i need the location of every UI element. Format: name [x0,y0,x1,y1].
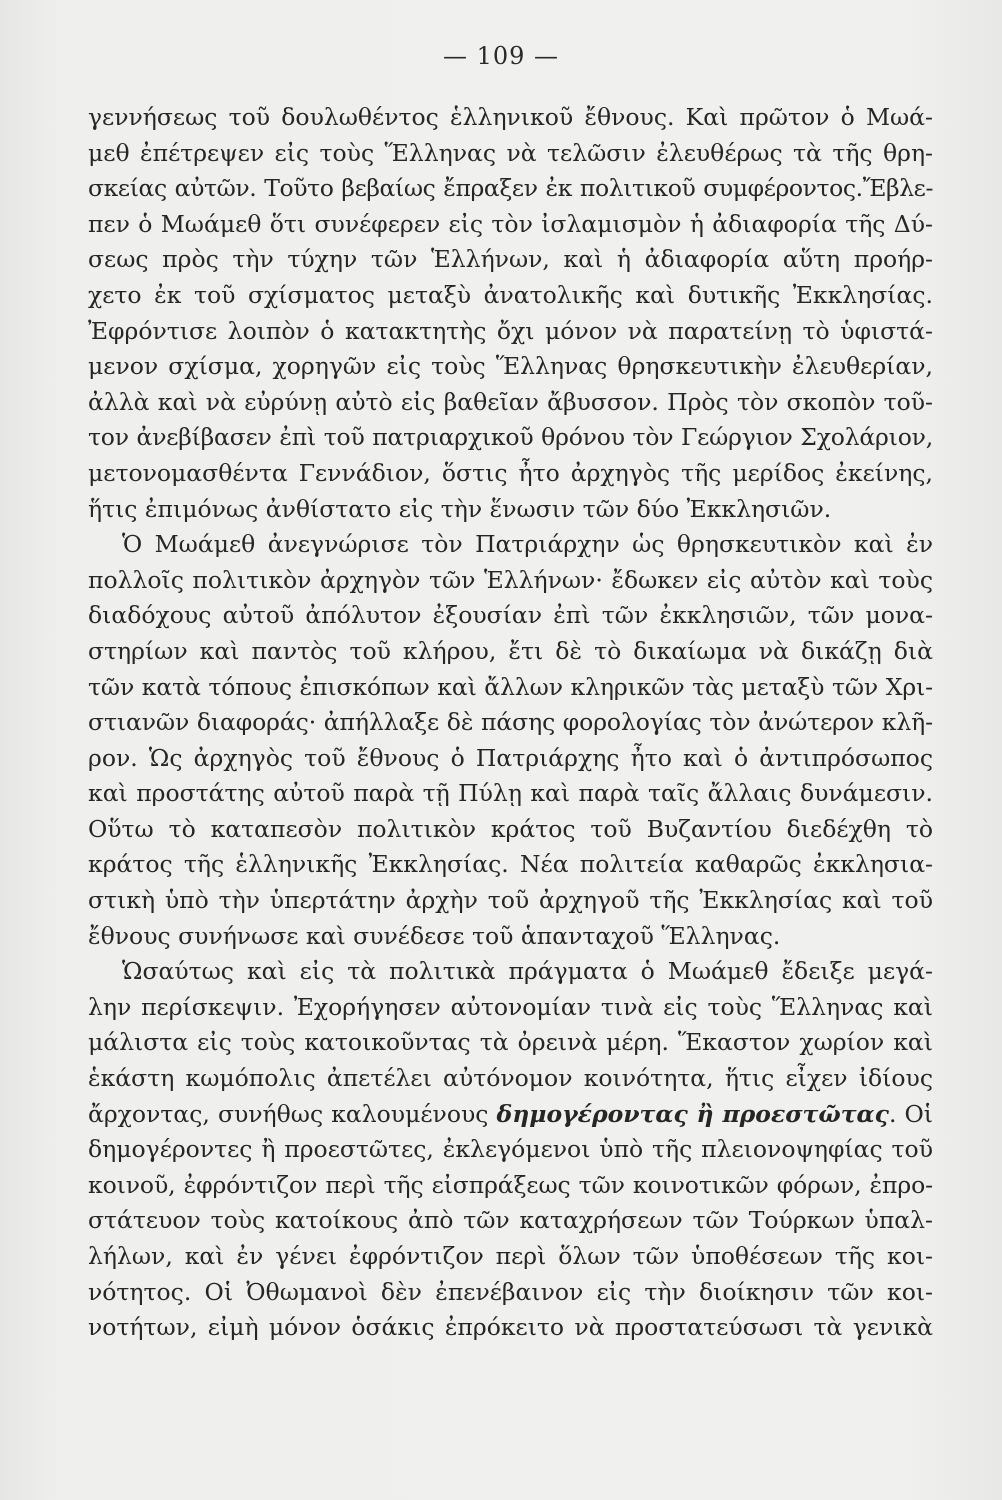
text-line: δημογέροντες ἢ προεστῶτες, ἐκλεγόμενοι ὑπὸ τῆς πλειονοψηφίας τοῦ [88,1135,933,1164]
text-line: τῶν κατὰ τόπους ἐπισκόπων καὶ ἄλλων κληρικῶν τὰς μεταξὺ τῶν Χρι- [88,672,933,701]
body-text [88,100,933,1346]
text-line: ἀλλὰ καὶ νὰ εὐρύνῃ αὐτὸ εἰς βαθεῖαν ἄβυσσον. Πρὸς τὸν σκοπὸν τοῦ- [88,387,933,416]
text-line: μετονομασθέντα Γεννάδιον, ὅστις ἦτο ἀρχηγὸς τῆς μερίδος ἐκείνης, [88,458,933,487]
text-line: Οὕτω τὸ καταπεσὸν πολιτικὸν κράτος τοῦ Βυζαντίου διεδέχθη τὸ [88,814,933,843]
text-line: λήλων, καὶ ἐν γένει ἐφρόντιζον περὶ ὅλων τῶν ὑποθέσεων τῆς κοι- [88,1242,933,1270]
line-text-before-emphasis: ἄρχοντας, συνήθως καλουμένους [88,1099,497,1128]
text-line: ἔθνους συνήνωσε καὶ συνέδεσε τοῦ ἁπανταχοῦ Ἕλληνας. [88,921,781,950]
text-line: ἑκάστη κωμόπολις ἀπετέλει αὐτόνομον κοινότητα, ἥτις εἶχεν ἰδίους [88,1064,933,1093]
text-line: νοτήτων, εἰμὴ μόνον ὁσάκις ἐπρόκειτο νὰ προστατεύσωσι τὰ γενικὰ [88,1313,933,1342]
text-line: σεως πρὸς τὴν τύχην τῶν Ἑλλήνων, καὶ ἡ ἀδιαφορία αὕτη προήρ- [88,245,933,274]
text-line: μενον σχίσμα, χορηγῶν εἰς τοὺς Ἕλληνας θρησκευτικὴν ἐλευθερίαν, [88,352,933,381]
text-line: σκείας αὐτῶν. Τοῦτο βεβαίως ἔπραξεν ἐκ πολιτικοῦ συμφέροντος.Ἔβλε- [88,174,933,203]
text-line: πεν ὁ Μωάμεθ ὅτι συνέφερεν εἰς τὸν ἰσλαμισμὸν ἡ ἀδιαφορία τῆς Δύ- [88,209,933,238]
line-text-after-emphasis: . Οἱ [888,1099,934,1128]
text-line: μεθ ἐπέτρεψεν εἰς τοὺς Ἕλληνας νὰ τελῶσιν ἐλευθέρως τὰ τῆς θρη- [88,138,933,167]
text-line: στιανῶν διαφοράς· ἀπήλλαξε δὲ πάσης φορολογίας τὸν ἀνώτερον κλῆ- [88,708,933,737]
text-line: νότητος. Οἱ Ὀθωμανοὶ δὲν ἐπενέβαινον εἰς τὴν διοίκησιν τῶν κοι- [88,1277,933,1306]
text-line: μάλιστα εἰς τοὺς κατοικοῦντας τὰ ὀρεινὰ μέρη. Ἕκαστον χωρίον καὶ [88,1028,933,1057]
text-line: στηρίων καὶ παντὸς τοῦ κλήρου, ἔτι δὲ τὸ δικαίωμα νὰ δικάζῃ διὰ [88,636,933,665]
text-line: πολλοῖς πολιτικὸν ἀρχηγὸν τῶν Ἑλλήνων· ἔδωκεν εἰς αὐτὸν καὶ τοὺς [88,565,933,594]
text-line: λην περίσκεψιν. Ἐχορήγησεν αὐτονομίαν τινὰ εἰς τοὺς Ἕλληνας καὶ [88,992,933,1021]
text-line-with-emphasis [88,1097,933,1133]
page-number: — 109 — [442,42,560,70]
text-line: κράτος τῆς ἑλληνικῆς Ἐκκλησίας. Νέα πολιτεία καθαρῶς ἐκκλησια- [88,850,933,879]
text-line: γεννήσεως τοῦ δουλωθέντος ἑλληνικοῦ ἔθνους. Καὶ πρῶτον ὁ Μωά- [88,103,933,131]
text-line: Ὁ Μωάμεθ ἀνεγνώρισε τὸν Πατριάρχην ὡς θρησκευτικὸν καὶ ἐν [122,530,933,559]
text-line: καὶ προστάτης αὐτοῦ παρὰ τῇ Πύλῃ καὶ παρὰ ταῖς ἄλλαις δυνάμεσιν. [88,779,933,808]
text-line: ἥτις ἐπιμόνως ἀνθίστατο εἰς τὴν ἕνωσιν τῶν δύο Ἐκκλησιῶν. [88,494,832,523]
text-line: διαδόχους αὐτοῦ ἀπόλυτον ἐξουσίαν ἐπὶ τῶν ἐκκλησιῶν, τῶν μονα- [88,601,933,630]
text-line: τον ἀνεβίβασεν ἐπὶ τοῦ πατριαρχικοῦ θρόνου τὸν Γεώργιον Σχολάριον, [88,423,933,452]
text-line: χετο ἐκ τοῦ σχίσματος μεταξὺ ἀνατολικῆς καὶ δυτικῆς Ἐκκλησίας. [88,280,933,309]
text-line: Ὡσαύτως καὶ εἰς τὰ πολιτικὰ πράγματα ὁ Μωάμεθ ἔδειξε μεγά- [122,957,933,986]
text-line: Ἐφρόντισε λοιπὸν ὁ κατακτητὴς ὄχι μόνον νὰ παρατείνῃ τὸ ὑφιστά- [88,316,933,345]
text-line: κοινοῦ, ἐφρόντιζον περὶ τῆς εἰσπράξεως τῶν κοινοτικῶν φόρων, ἐπρο- [88,1170,933,1199]
text-line: στικὴ ὑπὸ τὴν ὑπερτάτην ἀρχὴν τοῦ ἀρχηγοῦ τῆς Ἐκκλησίας καὶ τοῦ [88,886,933,915]
emphasized-term: δημογέροντας ἢ προεστῶτας [496,1099,889,1128]
text-line: ρον. Ὡς ἀρχηγὸς τοῦ ἔθνους ὁ Πατριάρχης ἦτο καὶ ὁ ἀντιπρόσωπος [88,743,933,772]
text-line: στάτευον τοὺς κατοίκους ἀπὸ τῶν καταχρήσεων τῶν Τούρκων ὑπαλ- [88,1206,933,1235]
